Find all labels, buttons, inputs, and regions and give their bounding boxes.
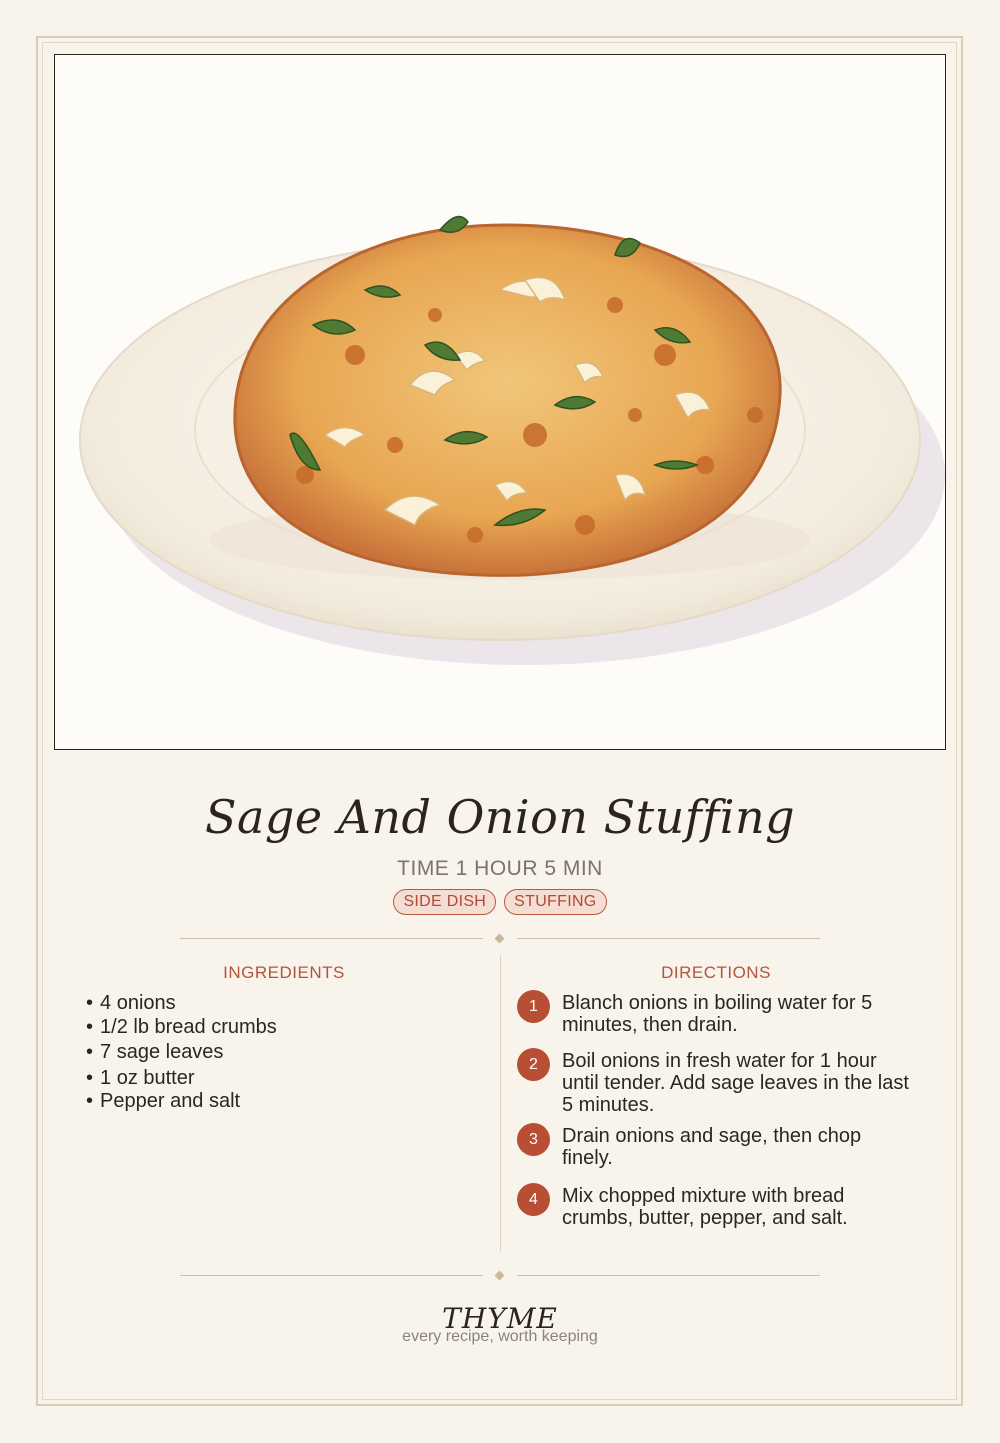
ingredient-item: • 4 onions	[86, 992, 277, 1016]
step-text: Blanch onions in boiling water for 5 minutes, then drain.	[562, 992, 873, 1036]
ingredient-item: • 7 sage leaves	[86, 1041, 277, 1065]
brand-tagline: every recipe, worth keeping	[402, 1328, 598, 1345]
step-number-badge: 4	[517, 1183, 550, 1216]
ingredients-list	[86, 992, 277, 1114]
ingredient-item: • Pepper and salt	[86, 1090, 277, 1114]
tag-list	[0, 889, 1000, 915]
step-number-badge: 2	[517, 1048, 550, 1081]
tag-side-dish[interactable]: SIDE DISH	[393, 889, 496, 915]
cook-time: TIME 1 HOUR 5 MIN	[397, 857, 603, 880]
directions-heading: DIRECTIONS	[661, 963, 771, 982]
dish-illustration	[54, 54, 946, 750]
step-text: Mix chopped mixture with bread crumbs, butter, pepper, and salt.	[562, 1185, 848, 1229]
ingredient-item: • 1 oz butter	[86, 1067, 277, 1091]
step-number-badge: 1	[517, 990, 550, 1023]
step-text: Drain onions and sage, then chop finely.	[562, 1125, 862, 1169]
brand-logo: THYME	[442, 1302, 558, 1335]
step-number-badge: 3	[517, 1123, 550, 1156]
recipe-title: Sage And Onion Stuffing	[204, 790, 796, 844]
column-separator	[500, 955, 501, 1251]
ingredient-item: • 1/2 lb bread crumbs	[86, 1016, 277, 1040]
section-divider-bottom	[180, 1270, 820, 1282]
diamond-ornament-icon	[495, 1271, 505, 1281]
ingredients-heading: INGREDIENTS	[223, 963, 345, 982]
section-divider-top	[180, 933, 820, 945]
step-text: Boil onions in fresh water for 1 hour until tender. Add sage leaves in the last 5 minutes.	[562, 1050, 909, 1116]
diamond-ornament-icon	[495, 934, 505, 944]
tag-stuffing[interactable]: STUFFING	[504, 889, 606, 915]
